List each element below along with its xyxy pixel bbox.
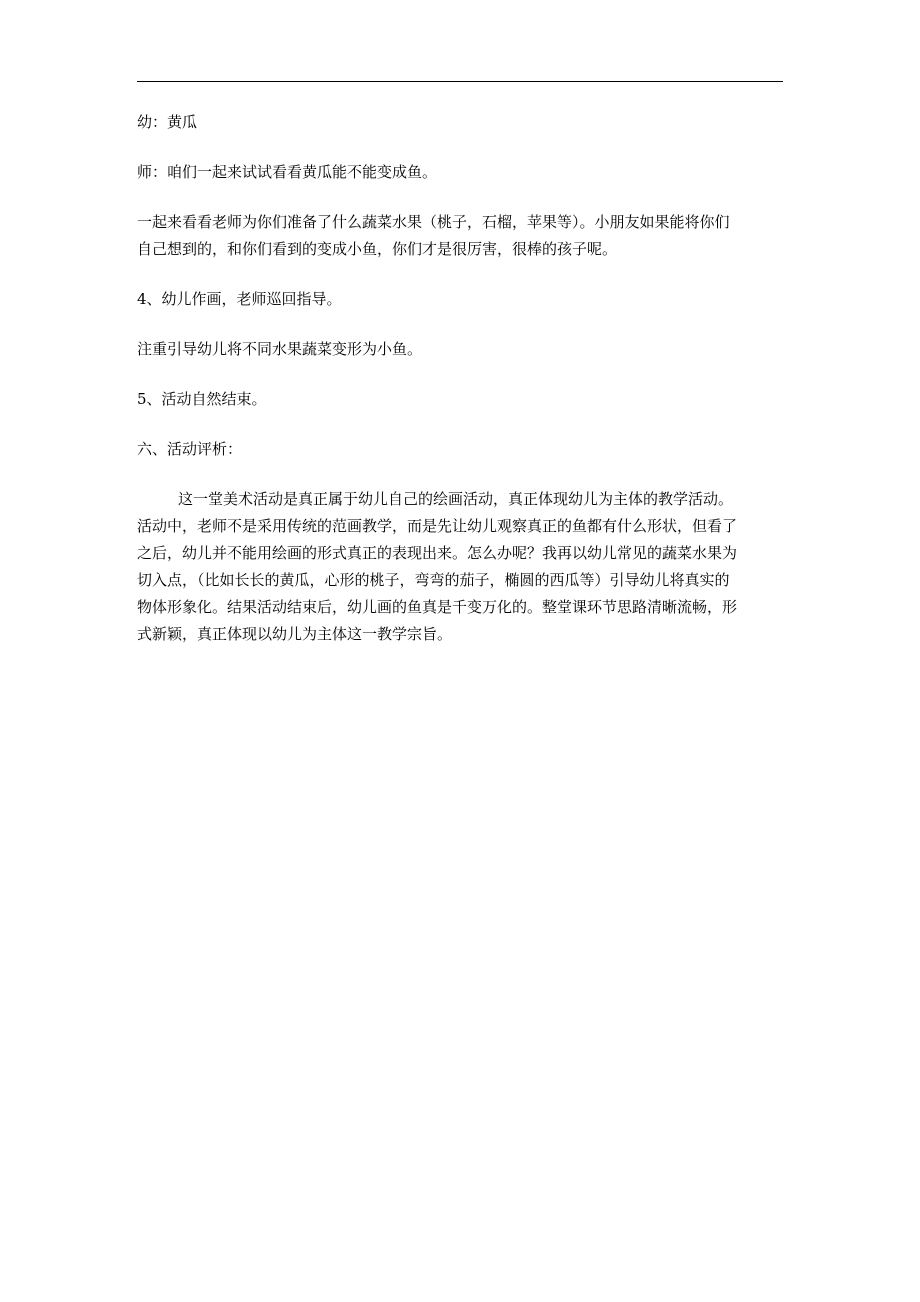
- text-line: 切入点，（比如长长的黄瓜，心形的桃子，弯弯的茄子，椭圆的西瓜等）引导幼儿将真实的: [137, 571, 730, 589]
- instruction-paragraph: [137, 209, 783, 263]
- step-4-heading: [137, 286, 783, 313]
- text-line: 这一堂美术活动是真正属于幼儿自己的绘画活动，真正体现幼儿为主体的教学活动。: [178, 490, 734, 508]
- text-line: 活动中，老师不是采用传统的范画教学，而是先让幼儿观察真正的鱼都有什么形状，但看了: [137, 517, 738, 535]
- section-6-heading: [137, 436, 783, 463]
- header-rule: [137, 81, 783, 82]
- text-line: 之后，幼儿并不能用绘画的形式真正的表现出来。怎么办呢？我再以幼儿常见的蔬菜水果为: [137, 544, 738, 562]
- dialogue-child-answer: [137, 109, 783, 136]
- text-line: 一起来看看老师为你们准备了什么蔬菜水果（桃子，石榴，苹果等）。小朋友如果能将你们: [137, 213, 730, 231]
- text-line: 5、活动自然结束。: [137, 390, 267, 408]
- dialogue-teacher-line: [137, 159, 783, 186]
- evaluation-paragraph: [137, 486, 783, 648]
- text-line: 4、幼儿作画，老师巡回指导。: [137, 290, 342, 308]
- text-line: 幼：黄瓜: [137, 113, 198, 131]
- text-line: 自己想到的，和你们看到的变成小鱼，你们才是很厉害，很棒的孩子呢。: [137, 240, 618, 258]
- document-body: [137, 109, 783, 671]
- text-line: 物体形象化。结果活动结束后，幼儿画的鱼真是千变万化的。整堂课环节思路清晰流畅，形: [137, 598, 738, 616]
- guidance-note: [137, 336, 783, 363]
- text-line: 六、活动评析：: [137, 440, 243, 458]
- text-line: 注重引导幼儿将不同水果蔬菜变形为小鱼。: [137, 340, 423, 358]
- text-line: 师：咱们一起来试试看看黄瓜能不能变成鱼。: [137, 163, 438, 181]
- step-5-heading: [137, 386, 783, 413]
- text-line: 式新颖，真正体现以幼儿为主体这一教学宗旨。: [137, 625, 453, 643]
